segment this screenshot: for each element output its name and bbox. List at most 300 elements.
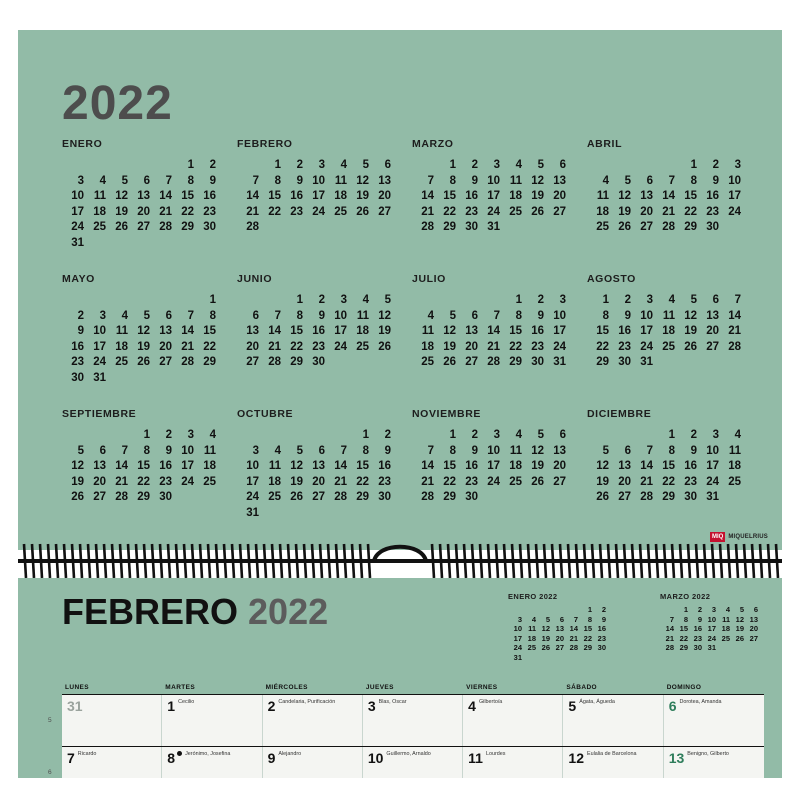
day-cell[interactable] bbox=[363, 695, 463, 746]
month-block-days bbox=[587, 428, 752, 506]
day-number: 9 bbox=[471, 444, 478, 457]
month-block-days bbox=[412, 428, 577, 506]
day-blank bbox=[106, 428, 128, 444]
day-number: 11 bbox=[334, 174, 347, 187]
day-number: 6 bbox=[624, 444, 631, 457]
day-number: 28 bbox=[665, 643, 674, 652]
day-number: 25 bbox=[334, 205, 347, 218]
month-block-days bbox=[412, 158, 577, 236]
month-block-name: ENERO bbox=[62, 138, 103, 150]
day-blank bbox=[84, 293, 106, 309]
day-number: 14 bbox=[334, 460, 347, 472]
month-block bbox=[587, 408, 752, 543]
day-number: 28 bbox=[421, 221, 434, 233]
year-planner-page bbox=[18, 30, 782, 550]
day-number: 10 bbox=[513, 624, 522, 633]
day-number: 5 bbox=[362, 159, 369, 171]
month-block-name: MAYO bbox=[62, 273, 95, 285]
day-number: 26 bbox=[115, 221, 128, 233]
months-grid bbox=[62, 138, 752, 543]
day-number: 9 bbox=[697, 614, 702, 624]
day-number: 24 bbox=[71, 221, 84, 233]
day-number: 30 bbox=[684, 491, 697, 503]
day-number: 4 bbox=[340, 159, 347, 171]
day-number: 6 bbox=[712, 294, 719, 306]
day-number: 11 bbox=[356, 309, 369, 322]
day-cell[interactable] bbox=[162, 695, 262, 746]
day-number: 21 bbox=[246, 205, 259, 218]
day-number: 21 bbox=[421, 205, 434, 218]
day-number: 14 bbox=[268, 325, 281, 337]
day-number: 18 bbox=[203, 460, 216, 472]
day-number: 12 bbox=[115, 190, 128, 202]
day-number: 9 bbox=[77, 325, 84, 337]
day-number: 16 bbox=[203, 190, 216, 202]
day-number: 23 bbox=[618, 340, 631, 353]
mini-calendar-title: ENERO 2022 bbox=[508, 592, 558, 601]
day-number: 22 bbox=[290, 340, 303, 353]
day-number: 10 bbox=[312, 174, 325, 187]
day-number: 30 bbox=[531, 356, 544, 368]
day-cell[interactable] bbox=[263, 747, 363, 778]
day-number: 1 bbox=[515, 294, 522, 306]
day-number: 18 bbox=[268, 475, 281, 488]
day-number: 8 bbox=[587, 614, 592, 624]
day-blank bbox=[106, 158, 128, 174]
day-number: 14 bbox=[665, 624, 674, 633]
day-number: 7 bbox=[427, 174, 434, 187]
day-number: 16 bbox=[597, 624, 606, 633]
day-number: 8 bbox=[274, 174, 281, 187]
day-number: 17 bbox=[246, 475, 259, 488]
day-number: 19 bbox=[115, 205, 128, 218]
day-number: 16 bbox=[465, 460, 478, 472]
day-number: 4 bbox=[515, 429, 522, 441]
day-number: 19 bbox=[137, 340, 150, 353]
day-number: 18 bbox=[93, 205, 106, 218]
day-number: 4 bbox=[602, 174, 609, 187]
day-blank bbox=[609, 158, 631, 174]
day-blank bbox=[536, 605, 550, 615]
day-number: 3 bbox=[77, 174, 84, 187]
saint-name: Alejandro bbox=[278, 751, 302, 757]
day-number: 29 bbox=[290, 356, 303, 368]
day-number: 3 bbox=[493, 159, 500, 171]
day-number: 27 bbox=[312, 491, 325, 503]
month-block-days bbox=[412, 293, 577, 371]
day-blank bbox=[128, 158, 150, 174]
day-number: 5 bbox=[690, 294, 697, 306]
day-blank bbox=[653, 158, 675, 174]
day-cell-number: 9 bbox=[267, 750, 276, 766]
day-number: 17 bbox=[640, 325, 653, 337]
day-number: 2 bbox=[537, 294, 544, 306]
day-blank bbox=[456, 293, 478, 309]
day-cell[interactable] bbox=[664, 695, 764, 746]
day-number: 2 bbox=[601, 605, 606, 614]
week-number: 5 bbox=[48, 717, 52, 724]
day-number: 23 bbox=[71, 356, 84, 368]
day-number: 15 bbox=[181, 190, 194, 202]
day-number: 29 bbox=[181, 221, 194, 233]
day-number: 20 bbox=[378, 190, 391, 202]
day-number: 18 bbox=[662, 325, 675, 337]
day-number: 22 bbox=[679, 633, 688, 643]
day-blank bbox=[62, 293, 84, 309]
day-number: 4 bbox=[121, 309, 128, 322]
day-blank bbox=[150, 293, 172, 309]
month-block bbox=[587, 138, 752, 273]
day-number: 5 bbox=[296, 444, 303, 457]
day-number: 31 bbox=[93, 371, 106, 384]
day-number: 26 bbox=[443, 356, 456, 368]
day-number: 7 bbox=[669, 614, 674, 624]
day-number: 1 bbox=[187, 159, 194, 171]
brand-name: MIQUELRIUS bbox=[728, 534, 768, 540]
day-number: 1 bbox=[143, 429, 150, 441]
day-number: 26 bbox=[531, 475, 544, 488]
day-number: 28 bbox=[181, 356, 194, 368]
day-cell[interactable] bbox=[563, 695, 663, 746]
day-number: 19 bbox=[71, 475, 84, 488]
day-number: 13 bbox=[640, 190, 653, 202]
day-number: 23 bbox=[159, 475, 172, 488]
day-number: 3 bbox=[187, 429, 194, 441]
day-number: 7 bbox=[493, 309, 500, 322]
day-number: 5 bbox=[537, 429, 544, 441]
day-blank bbox=[128, 293, 150, 309]
day-cell[interactable] bbox=[363, 747, 463, 778]
day-number: 22 bbox=[443, 205, 456, 218]
day-number: 28 bbox=[268, 356, 281, 368]
day-number: 7 bbox=[121, 444, 128, 457]
day-number: 31 bbox=[71, 236, 84, 249]
day-number: 15 bbox=[443, 190, 456, 202]
day-number: 9 bbox=[384, 444, 391, 457]
day-number: 13 bbox=[553, 444, 566, 457]
day-number: 25 bbox=[115, 356, 128, 368]
day-number: 12 bbox=[541, 624, 550, 633]
day-number: 13 bbox=[246, 325, 259, 337]
month-block bbox=[237, 273, 402, 408]
day-number: 30 bbox=[465, 491, 478, 503]
day-number: 26 bbox=[71, 491, 84, 503]
mini-calendar bbox=[508, 592, 616, 662]
day-blank bbox=[303, 428, 325, 444]
day-number: 29 bbox=[443, 491, 456, 503]
day-number: 8 bbox=[209, 309, 216, 322]
day-number: 15 bbox=[679, 624, 688, 633]
day-number: 7 bbox=[668, 174, 675, 187]
day-number: 6 bbox=[143, 174, 150, 187]
day-number: 26 bbox=[137, 356, 150, 368]
day-number: 20 bbox=[246, 340, 259, 353]
day-number: 18 bbox=[596, 205, 609, 218]
day-number: 3 bbox=[318, 159, 325, 171]
day-number: 13 bbox=[618, 460, 631, 472]
day-number: 7 bbox=[646, 444, 653, 457]
day-number: 28 bbox=[662, 221, 675, 233]
day-cell[interactable] bbox=[263, 695, 363, 746]
day-number: 17 bbox=[513, 633, 522, 643]
day-blank bbox=[587, 428, 609, 444]
day-number: 23 bbox=[465, 205, 478, 218]
spiral-wire-icon bbox=[18, 540, 782, 582]
day-number: 11 bbox=[93, 190, 106, 202]
day-number: 5 bbox=[384, 294, 391, 306]
day-number: 6 bbox=[252, 309, 259, 322]
day-number: 7 bbox=[573, 614, 578, 624]
day-number: 6 bbox=[559, 429, 566, 441]
day-number: 29 bbox=[662, 491, 675, 503]
day-number: 26 bbox=[378, 340, 391, 353]
day-number: 19 bbox=[356, 190, 369, 202]
day-cell[interactable] bbox=[463, 747, 563, 778]
day-number: 3 bbox=[646, 294, 653, 306]
day-number: 23 bbox=[312, 340, 325, 353]
day-number: 30 bbox=[706, 221, 719, 233]
mini-calendars bbox=[508, 592, 768, 662]
month-block-days bbox=[62, 428, 227, 506]
day-number: 16 bbox=[159, 460, 172, 472]
day-number: 30 bbox=[378, 491, 391, 503]
day-number: 1 bbox=[602, 294, 609, 306]
day-number: 9 bbox=[624, 309, 631, 322]
day-number: 28 bbox=[640, 491, 653, 503]
day-number: 27 bbox=[640, 221, 653, 233]
day-number: 15 bbox=[583, 624, 592, 633]
day-cell[interactable] bbox=[463, 695, 563, 746]
day-number: 2 bbox=[697, 605, 702, 614]
day-number: 15 bbox=[137, 460, 150, 472]
day-number: 17 bbox=[707, 624, 716, 633]
day-number: 6 bbox=[559, 614, 564, 624]
day-number: 21 bbox=[728, 325, 741, 337]
day-number: 20 bbox=[553, 190, 566, 202]
day-blank bbox=[237, 293, 259, 309]
day-number: 16 bbox=[684, 460, 697, 472]
day-number: 25 bbox=[527, 643, 536, 652]
day-number: 27 bbox=[378, 205, 391, 218]
weekday-header-domingo: DOMINGO bbox=[666, 684, 702, 691]
mini-calendar-days bbox=[508, 605, 616, 662]
day-number: 10 bbox=[553, 309, 566, 322]
day-number: 29 bbox=[684, 221, 697, 233]
day-cell-number: 12 bbox=[568, 750, 584, 766]
mini-calendar-days bbox=[660, 605, 768, 653]
day-number: 23 bbox=[597, 633, 606, 643]
day-cell[interactable] bbox=[62, 747, 162, 778]
month-block-name: ABRIL bbox=[587, 138, 623, 150]
day-number: 10 bbox=[181, 444, 194, 457]
day-number: 8 bbox=[449, 174, 456, 187]
day-number: 9 bbox=[165, 444, 172, 457]
day-number: 31 bbox=[513, 652, 522, 662]
day-number: 2 bbox=[165, 429, 172, 441]
day-number: 13 bbox=[553, 174, 566, 187]
day-number: 15 bbox=[290, 325, 303, 337]
day-blank bbox=[564, 605, 578, 615]
day-blank bbox=[631, 158, 653, 174]
day-number: 12 bbox=[137, 325, 150, 337]
day-blank bbox=[281, 428, 303, 444]
month-block bbox=[412, 273, 577, 408]
day-number: 18 bbox=[728, 460, 741, 472]
day-number: 14 bbox=[159, 190, 172, 202]
saint-name: Blas, Oscar bbox=[378, 699, 407, 705]
day-number: 10 bbox=[706, 444, 719, 457]
day-number: 23 bbox=[465, 475, 478, 488]
day-number: 13 bbox=[706, 309, 719, 322]
day-number: 24 bbox=[728, 205, 741, 218]
day-number: 17 bbox=[553, 325, 566, 337]
day-number: 9 bbox=[296, 174, 303, 187]
day-number: 21 bbox=[569, 633, 578, 643]
day-number: 30 bbox=[465, 221, 478, 233]
day-number: 27 bbox=[553, 475, 566, 488]
month-page bbox=[18, 578, 782, 778]
weekday-header-martes: MARTES bbox=[165, 684, 196, 691]
day-number: 19 bbox=[541, 633, 550, 643]
day-number: 22 bbox=[596, 340, 609, 353]
day-number: 24 bbox=[93, 356, 106, 368]
day-number: 9 bbox=[537, 309, 544, 322]
day-number: 3 bbox=[340, 294, 347, 306]
day-number: 4 bbox=[427, 309, 434, 322]
day-number: 3 bbox=[99, 309, 106, 322]
day-blank bbox=[150, 158, 172, 174]
day-number: 22 bbox=[684, 205, 697, 218]
day-number: 21 bbox=[662, 205, 675, 218]
day-cell-number: 31 bbox=[67, 698, 83, 714]
day-number: 25 bbox=[721, 633, 730, 643]
day-number: 20 bbox=[618, 475, 631, 488]
day-number: 4 bbox=[725, 605, 730, 614]
day-number: 25 bbox=[509, 205, 522, 218]
day-number: 17 bbox=[487, 190, 500, 202]
month-title-name: FEBRERO bbox=[62, 591, 239, 632]
day-number: 3 bbox=[252, 444, 259, 457]
day-number: 11 bbox=[509, 174, 522, 187]
day-number: 11 bbox=[596, 190, 609, 202]
day-number: 25 bbox=[356, 340, 369, 353]
day-number: 12 bbox=[71, 460, 84, 472]
day-number: 24 bbox=[706, 475, 719, 488]
day-blank bbox=[412, 293, 434, 309]
day-number: 28 bbox=[569, 643, 578, 652]
day-number: 25 bbox=[596, 221, 609, 233]
saint-name: Ágata, Águeda bbox=[579, 699, 615, 705]
day-number: 4 bbox=[515, 159, 522, 171]
day-number: 21 bbox=[665, 633, 674, 643]
day-blank bbox=[660, 605, 674, 615]
day-number: 4 bbox=[531, 614, 536, 624]
day-number: 5 bbox=[449, 309, 456, 322]
day-blank bbox=[84, 428, 106, 444]
day-number: 30 bbox=[159, 491, 172, 503]
day-number: 11 bbox=[115, 325, 128, 337]
day-number: 31 bbox=[707, 643, 716, 652]
day-number: 31 bbox=[706, 491, 719, 503]
weekday-header-miércoles: MIÉRCOLES bbox=[265, 684, 308, 691]
day-number: 12 bbox=[443, 325, 456, 337]
day-number: 21 bbox=[115, 475, 128, 488]
day-number: 6 bbox=[318, 444, 325, 457]
mini-calendar bbox=[660, 592, 768, 662]
month-block-days bbox=[237, 293, 402, 371]
day-number: 13 bbox=[465, 325, 478, 337]
day-cell[interactable] bbox=[664, 747, 764, 778]
moon-phase-icon bbox=[177, 751, 182, 756]
day-number: 1 bbox=[683, 605, 688, 614]
day-number: 25 bbox=[662, 340, 675, 353]
saint-name: Eulalia de Barcelona bbox=[587, 751, 637, 757]
mini-calendar-title: MARZO 2022 bbox=[660, 592, 711, 601]
day-number: 20 bbox=[640, 205, 653, 218]
day-number: 28 bbox=[334, 491, 347, 503]
day-number: 3 bbox=[493, 429, 500, 441]
day-number: 2 bbox=[318, 294, 325, 306]
month-block bbox=[237, 408, 402, 543]
day-number: 5 bbox=[602, 444, 609, 457]
day-number: 31 bbox=[487, 221, 500, 233]
day-number: 15 bbox=[443, 460, 456, 472]
day-number: 10 bbox=[71, 190, 84, 202]
day-number: 23 bbox=[378, 475, 391, 488]
day-number: 18 bbox=[421, 340, 434, 353]
day-number: 13 bbox=[93, 460, 106, 472]
day-cell[interactable] bbox=[162, 747, 262, 778]
day-number: 27 bbox=[553, 205, 566, 218]
day-number: 8 bbox=[602, 309, 609, 322]
day-number: 19 bbox=[378, 325, 391, 337]
day-number: 27 bbox=[465, 356, 478, 368]
day-number: 15 bbox=[596, 325, 609, 337]
day-number: 14 bbox=[181, 325, 194, 337]
day-number: 3 bbox=[734, 159, 741, 171]
day-number: 21 bbox=[640, 475, 653, 488]
day-blank bbox=[237, 158, 259, 174]
weekday-header-viernes: VIERNES bbox=[466, 684, 498, 691]
day-cell[interactable] bbox=[563, 747, 663, 778]
saint-name: Gilberto/a bbox=[478, 699, 503, 705]
day-number: 14 bbox=[487, 325, 500, 337]
month-block-name: FEBRERO bbox=[237, 138, 293, 150]
day-number: 20 bbox=[137, 205, 150, 218]
day-number: 4 bbox=[209, 429, 216, 441]
day-number: 26 bbox=[290, 491, 303, 503]
day-cell-number: 3 bbox=[367, 698, 376, 714]
day-number: 6 bbox=[559, 159, 566, 171]
day-number: 7 bbox=[187, 309, 194, 322]
day-number: 16 bbox=[465, 190, 478, 202]
day-number: 6 bbox=[753, 605, 758, 614]
day-number: 20 bbox=[312, 475, 325, 488]
day-cell[interactable] bbox=[62, 695, 162, 746]
day-blank bbox=[508, 605, 522, 615]
day-number: 7 bbox=[165, 174, 172, 187]
day-cell-number: 11 bbox=[468, 750, 483, 766]
month-block bbox=[587, 273, 752, 408]
day-number: 18 bbox=[334, 190, 347, 202]
spiral-binding bbox=[18, 540, 782, 582]
day-number: 28 bbox=[487, 356, 500, 368]
day-number: 4 bbox=[99, 174, 106, 187]
day-number: 8 bbox=[187, 174, 194, 187]
month-block bbox=[62, 273, 227, 408]
month-block-name: OCTUBRE bbox=[237, 408, 294, 420]
day-cell-number: 2 bbox=[267, 698, 276, 714]
